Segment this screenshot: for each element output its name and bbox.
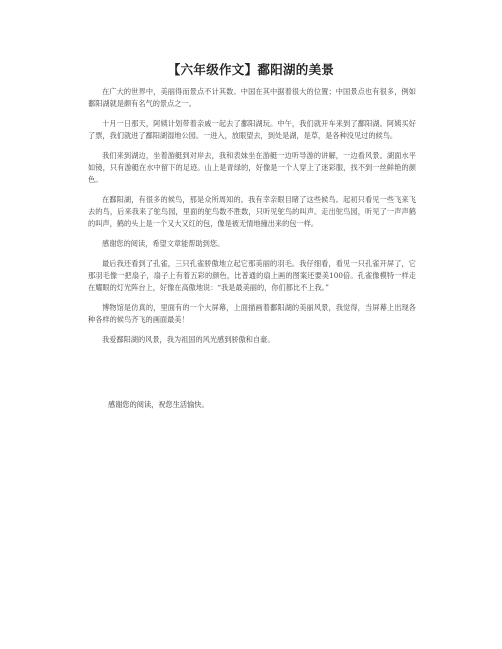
paragraph-1: 在广大的世界中，美丽得而景点不计其数。中国在其中据着很大的位置；中国景点也有很多，例如鄱阳湖就是颇有名气的景点之一。 — [88, 87, 416, 108]
paragraph-5: 感谢您的阅读，希望文章能帮助到您。 — [102, 239, 225, 248]
paragraph-7: 博物馆是仿真的，里面有的一个大屏幕，上面描画着鄱阳湖的美丽风景，我觉得，当屏幕上出现各种各样的候鸟齐飞的画面最美！ — [88, 303, 416, 324]
closing-note: 感谢您的阅读，祝您生活愉快。 — [108, 400, 209, 409]
document-body — [88, 86, 416, 354]
paragraph-4: 在鄱阳湖，有很多的候鸟，那是众所周知的。我有幸亲眼目睹了这些候鸟。起初只看见一些飞来飞去的鸟，后来我来了鸵鸟园，里面的鸵鸟数不胜数，只听见鸵鸟的叫声。走出鸵鸟园，听见了一声声鹤的叫声，鹤的头上是一个又大又红的包，像是被无情地撞出来的包一样。 — [88, 195, 416, 228]
paragraph-2: 十月一日那天，阿姨计划带着亲戚一起去了鄱阳湖玩。中午，我们就开车来到了鄱阳湖。阿姨买好了票，我们就进了鄱阳湖湿地公园。一进入，放眼望去，到处是湖，是草，是各种没见过的候鸟。 — [88, 119, 416, 140]
paragraph-6: 最后我还看到了孔雀，三只孔雀骄傲地立起它那美丽的羽毛。我仔细看，看见一只孔雀开屏了，它那羽毛像一把扇子，扇子上有着五彩的颜色，比普通的扇上画的图案还要美100倍。孔雀像模特一样走在耀眼的灯光阵台上，好像在高傲地说：“我是最美丽的，你们都比不上我。” — [88, 259, 416, 292]
paragraph-8: 我爱鄱阳湖的风景，我为祖国的风光感到骄傲和自豪。 — [102, 335, 275, 344]
document-title: 【六年级作文】鄱阳湖的美景 — [167, 62, 335, 77]
paragraph-3: 我们来到湖边，坐着游艇到对岸去，我和表妹坐在游艇一边听导游的讲解，一边看风景。湖面水平如镜，只有游艇在水中留下的足迹。山上是青绿的，好像是一个人穿上了迷彩服，找不到一丝鲜艳的颜色。 — [88, 151, 416, 184]
